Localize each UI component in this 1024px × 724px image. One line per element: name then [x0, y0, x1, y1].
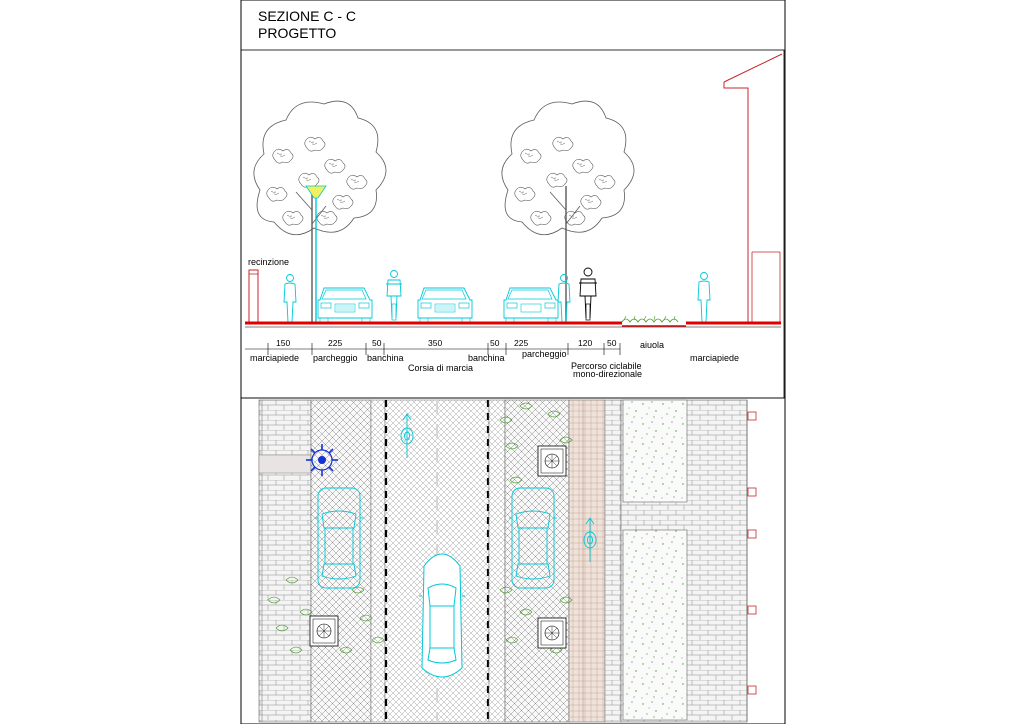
manhole-icon: [310, 616, 338, 646]
car-top-icon: [419, 554, 465, 677]
label-marciapiede-left: marciapiede: [250, 353, 300, 363]
manhole-icon: [538, 618, 566, 648]
dim-120: 120: [578, 338, 593, 348]
label-corsia: Corsia di marcia: [408, 363, 474, 373]
label-percorso-line1: Percorso ciclabile: [571, 361, 642, 371]
label-percorso-line2: mono-direzionale: [573, 369, 643, 379]
plan-parking-left: [311, 400, 371, 722]
dim-50-right: 50: [607, 338, 617, 348]
label-parcheggio-right: parcheggio: [522, 349, 567, 359]
label-banchina-left: banchina: [367, 353, 404, 363]
dim-225-right: 225: [514, 338, 529, 348]
plan-flowerbed: [623, 400, 687, 502]
dim-150: 150: [276, 338, 291, 348]
dim-225-left: 225: [328, 338, 343, 348]
plan-sidewalk-left: [259, 400, 311, 722]
title-line2: PROGETTO: [258, 25, 337, 41]
title-line1: SEZIONE C - C: [258, 8, 357, 24]
label-banchina-right: banchina: [468, 353, 505, 363]
plan-flowerbed: [623, 530, 687, 720]
label-recinzione: recinzione: [248, 257, 290, 267]
manhole-icon: [538, 446, 566, 476]
label-aiuola: aiuola: [640, 340, 665, 350]
plan-cycle-lane: [569, 400, 605, 722]
street-plan: [259, 400, 756, 722]
dim-50-mid: 50: [490, 338, 500, 348]
label-parcheggio-left: parcheggio: [313, 353, 358, 363]
dim-50-left: 50: [372, 338, 382, 348]
dim-350: 350: [428, 338, 443, 348]
label-marciapiede-right: marciapiede: [690, 353, 740, 363]
